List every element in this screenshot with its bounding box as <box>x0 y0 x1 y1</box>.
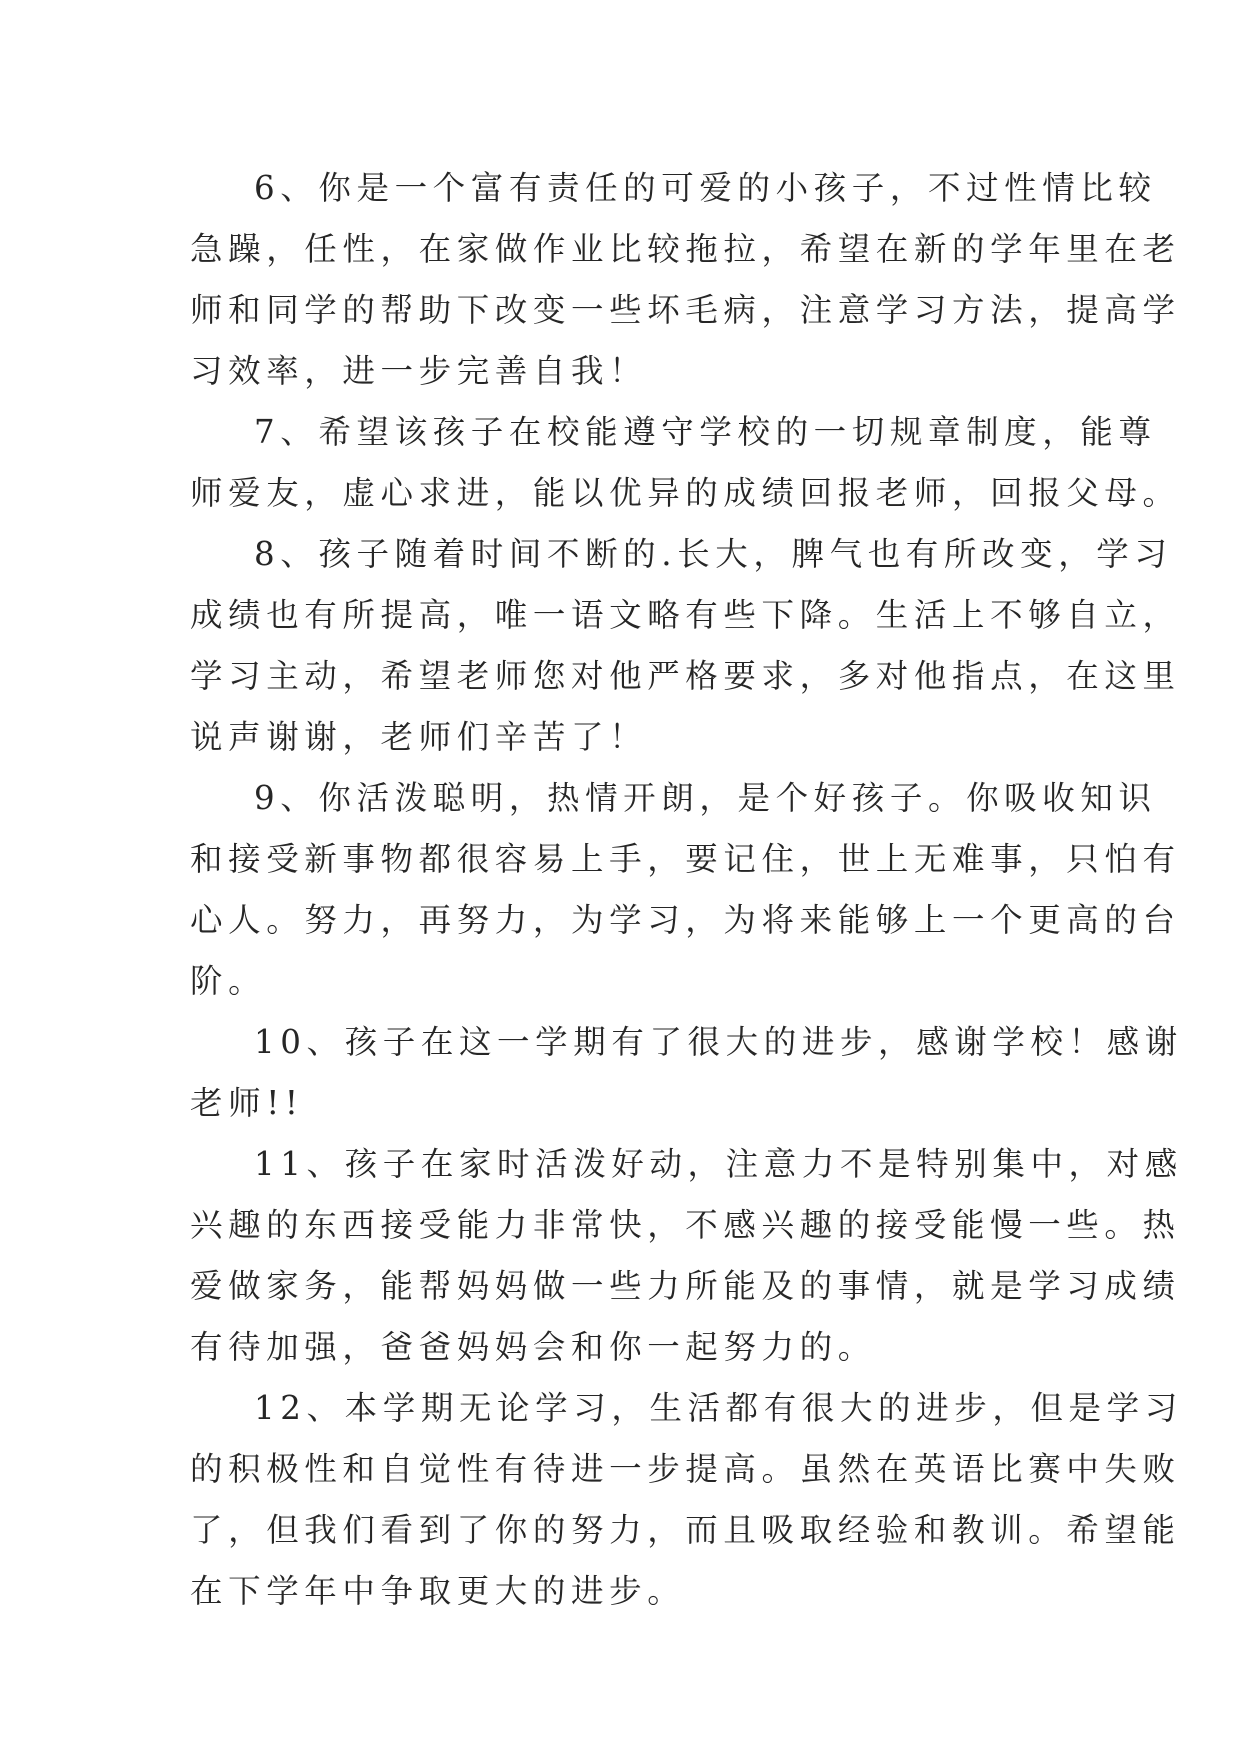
paragraph-line: 说声谢谢，老师们辛苦了！ <box>190 718 648 756</box>
paragraph-line: 了，但我们看到了你的努力，而且吸取经验和教训。希望能 <box>190 1511 1181 1549</box>
paragraph-line: 12、本学期无论学习，生活都有很大的进步，但是学习 <box>254 1389 1183 1427</box>
paragraph-line: 心人。努力，再努力，为学习，为将来能够上一个更高的台 <box>190 901 1181 939</box>
paragraph-6 <box>190 158 1181 402</box>
paragraph-line: 习效率，进一步完善自我！ <box>190 352 648 390</box>
paragraph-line: 在下学年中争取更大的进步。 <box>190 1572 686 1610</box>
paragraph-line: 6、你是一个富有责任的可爱的小孩子，不过性情比较 <box>254 169 1157 207</box>
paragraph-line: 11、孩子在家时活泼好动，注意力不是特别集中，对感 <box>254 1145 1183 1183</box>
paragraph-line: 阶。 <box>190 962 267 1000</box>
paragraph-12 <box>190 1378 1183 1622</box>
paragraph-line: 急躁，任性，在家做作业比较拖拉，希望在新的学年里在老 <box>190 230 1181 268</box>
paragraph-line: 的积极性和自觉性有待进一步提高。虽然在英语比赛中失败 <box>190 1450 1181 1488</box>
paragraph-11 <box>190 1134 1183 1378</box>
paragraph-10 <box>190 1012 1183 1134</box>
paragraph-line: 师和同学的帮助下改变一些坏毛病，注意学习方法，提高学 <box>190 291 1181 329</box>
paragraph-line: 8、孩子随着时间不断的.长大，脾气也有所改变，学习 <box>254 535 1173 573</box>
paragraph-line: 和接受新事物都很容易上手，要记住，世上无难事，只怕有 <box>190 840 1181 878</box>
paragraph-line: 爱做家务，能帮妈妈做一些力所能及的事情，就是学习成绩 <box>190 1267 1181 1305</box>
paragraph-line: 师爱友，虚心求进，能以优异的成绩回报老师，回报父母。 <box>190 474 1181 512</box>
paragraph-line: 9、你活泼聪明，热情开朗，是个好孩子。你吸收知识 <box>254 779 1157 817</box>
document-body <box>190 158 1183 1622</box>
paragraph-9 <box>190 768 1181 1012</box>
paragraph-line: 10、孩子在这一学期有了很大的进步，感谢学校！感谢 <box>254 1023 1183 1061</box>
paragraph-8 <box>190 524 1181 768</box>
paragraph-line: 学习主动，希望老师您对他严格要求，多对他指点，在这里 <box>190 657 1181 695</box>
paragraph-line: 7、希望该孩子在校能遵守学校的一切规章制度，能尊 <box>254 413 1157 451</box>
paragraph-line: 兴趣的东西接受能力非常快，不感兴趣的接受能慢一些。热 <box>190 1206 1181 1244</box>
paragraph-7 <box>190 402 1181 524</box>
paragraph-line: 老师!! <box>190 1084 304 1122</box>
paragraph-line: 成绩也有所提高，唯一语文略有些下降。生活上不够自立， <box>190 596 1181 634</box>
paragraph-line: 有待加强，爸爸妈妈会和你一起努力的。 <box>190 1328 876 1366</box>
